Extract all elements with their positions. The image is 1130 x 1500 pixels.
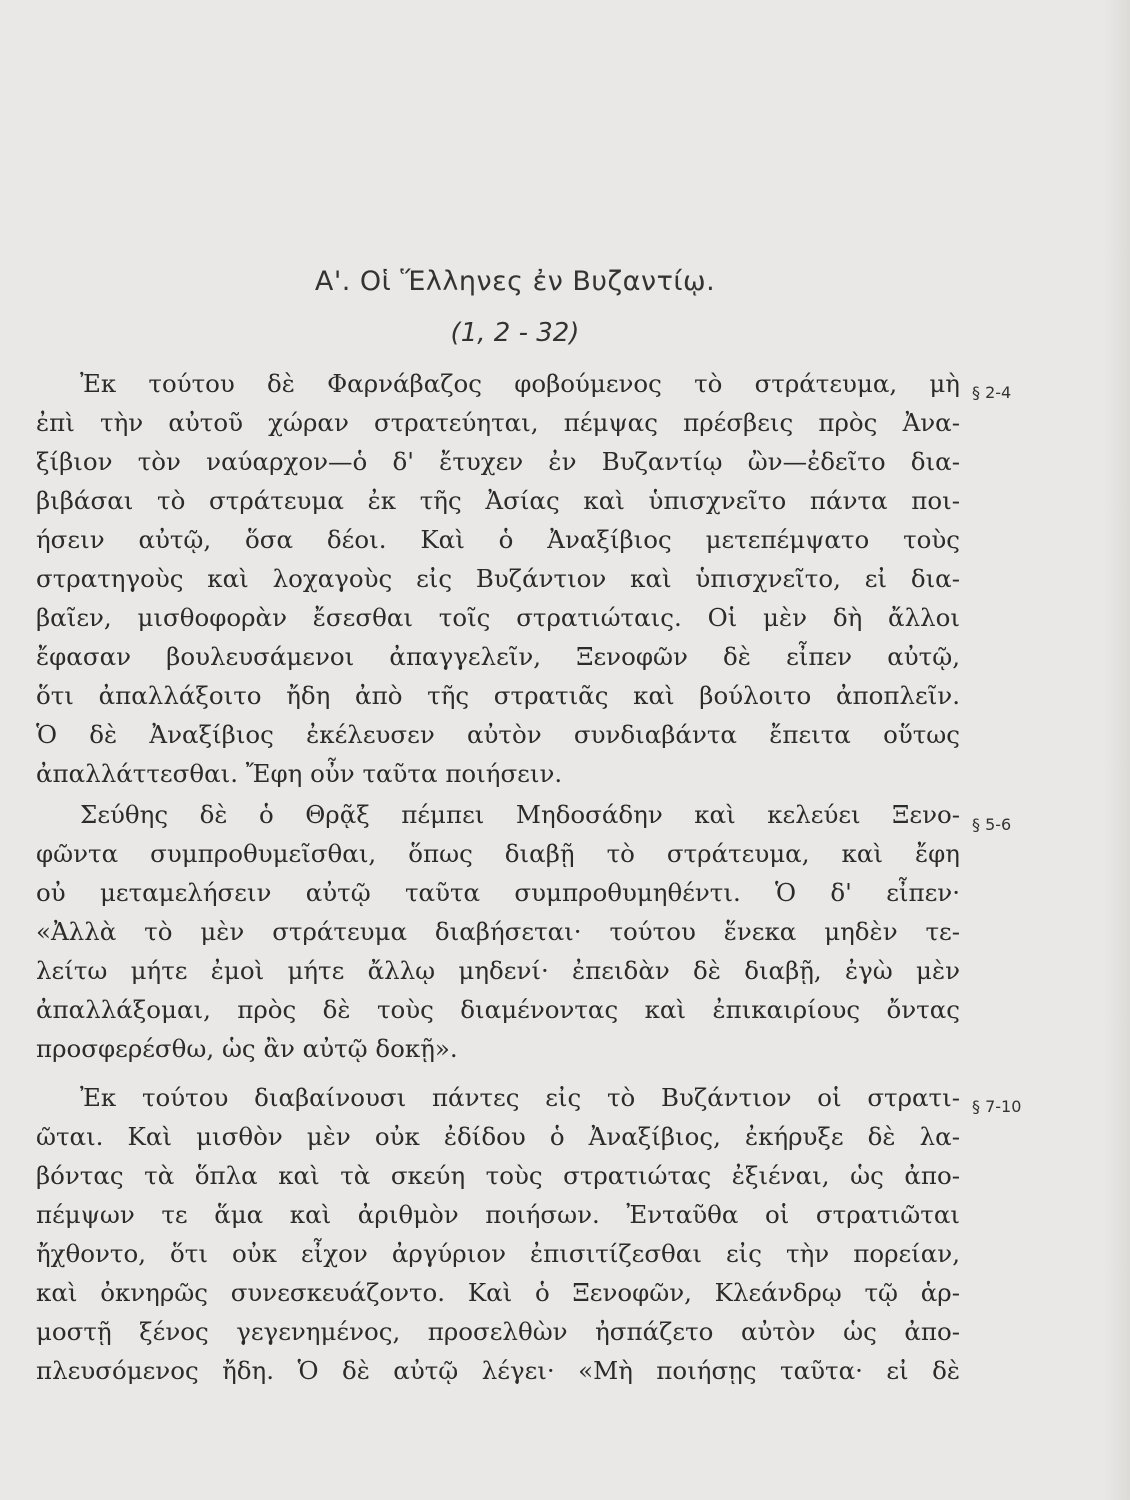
text-line: ἀπαλλάξομαι, πρὸς δὲ τοὺς διαμένοντας καὶ ἐπικαιρίους ὄντας [36,995,960,1024]
text-line: πλευσόμενος ἤδη. Ὁ δὲ αὐτῷ λέγει· «Μὴ ποιήσῃς ταῦτα· εἰ δὲ [36,1356,960,1385]
text-line: ἔφασαν βουλευσάμενοι ἀπαγγελεῖν, Ξενοφῶν δὲ εἶπεν αὐτῷ, [36,642,960,671]
text-line: ξίβιον τὸν ναύαρχον—ὁ δ' ἔτυχεν ἐν Βυζαντίῳ ὢν—ἐδεῖτο δια- [36,447,960,476]
text-line: βόντας τὰ ὅπλα καὶ τὰ σκεύη τοὺς στρατιώτας ἐξιέναι, ὡς ἀπο- [36,1161,960,1190]
chapter-title: Α'. Οἱ Ἕλληνες ἐν Βυζαντίῳ. [314,266,716,297]
text-line: φῶντα συμπροθυμεῖσθαι, ὅπως διαβῇ τὸ στράτευμα, καὶ ἔφη [36,839,960,868]
text-line: ῶται. Καὶ μισθὸν μὲν οὐκ ἐδίδου ὁ Ἀναξίβιος, ἐκήρυξε δὲ λα- [36,1122,960,1151]
text-line: βιβάσαι τὸ στράτευμα ἐκ τῆς Ἀσίας καὶ ὑπισχνεῖτο πάντα ποι- [36,486,960,515]
text-line: καὶ ὀκνηρῶς συνεσκευάζοντο. Καὶ ὁ Ξενοφῶν, Κλεάνδρῳ τῷ ἁρ- [36,1278,960,1307]
text-line: πέμψων τε ἅμα καὶ ἀριθμὸν ποιήσων. Ἐνταῦθα οἱ στρατιῶται [36,1200,960,1229]
margin-section-ref: § 5-6 [972,815,1012,834]
margin-section-ref: § 7-10 [972,1097,1022,1116]
text-line: Σεύθης δὲ ὁ Θρᾷξ πέμπει Μηδοσάδην καὶ κελεύει Ξενο- [80,800,960,829]
text-line: Ὁ δὲ Ἀναξίβιος ἐκέλευσεν αὐτὸν συνδιαβάντα ἔπειτα οὕτως [36,720,960,749]
text-line: βαῖεν, μισθοφορὰν ἔσεσθαι τοῖς στρατιώταις. Οἱ μὲν δὴ ἄλλοι [36,603,960,632]
text-line: οὐ μεταμελήσειν αὐτῷ ταῦτα συμπροθυμηθέντι. Ὁ δ' εἶπεν· [36,878,960,907]
text-line: ἐπὶ τὴν αὐτοῦ χώραν στρατεύηται, πέμψας πρέσβεις πρὸς Ἀνα- [36,408,960,437]
text-line: ἀπαλλάττεσθαι. Ἔφη οὖν ταῦτα ποιήσειν. [36,759,563,788]
text-line: στρατηγοὺς καὶ λοχαγοὺς εἰς Βυζάντιον καὶ ὑπισχνεῖτο, εἰ δια- [36,564,960,593]
text-line: ήσειν αὐτῷ, ὅσα δέοι. Καὶ ὁ Ἀναξίβιος μετεπέμψατο τοὺς [36,525,960,554]
text-line: Ἐκ τούτου δὲ Φαρνάβαζος φοβούμενος τὸ στράτευμα, μὴ [80,369,960,398]
text-line: λείτω μήτε ἐμοὶ μήτε ἄλλῳ μηδενί· ἐπειδὰν δὲ διαβῇ, ἐγὼ μὲν [36,956,960,985]
text-line: ἤχθοντο, ὅτι οὐκ εἶχον ἀργύριον ἐπισιτίζεσθαι εἰς τὴν πορείαν, [36,1239,960,1268]
text-line: Ἐκ τούτου διαβαίνουσι πάντες εἰς τὸ Βυζάντιον οἱ στρατι- [80,1083,960,1112]
text-line: «Ἀλλὰ τὸ μὲν στράτευμα διαβήσεται· τούτου ἕνεκα μηδὲν τε- [36,917,960,946]
chapter-subtitle: (1, 2 - 32) [450,318,580,348]
text-line: ὅτι ἀπαλλάξοιτο ἤδη ἀπὸ τῆς στρατιᾶς καὶ βούλοιτο ἀποπλεῖν. [36,681,960,710]
text-line: προσφερέσθω, ὡς ἂν αὐτῷ δοκῇ». [36,1034,458,1063]
margin-section-ref: § 2-4 [972,383,1012,402]
text-line: μοστῇ ξένος γεγενημένος, προσελθὼν ἠσπάζετο αὐτὸν ὡς ἀπο- [36,1317,960,1346]
page-spine-shadow [1104,0,1130,1500]
